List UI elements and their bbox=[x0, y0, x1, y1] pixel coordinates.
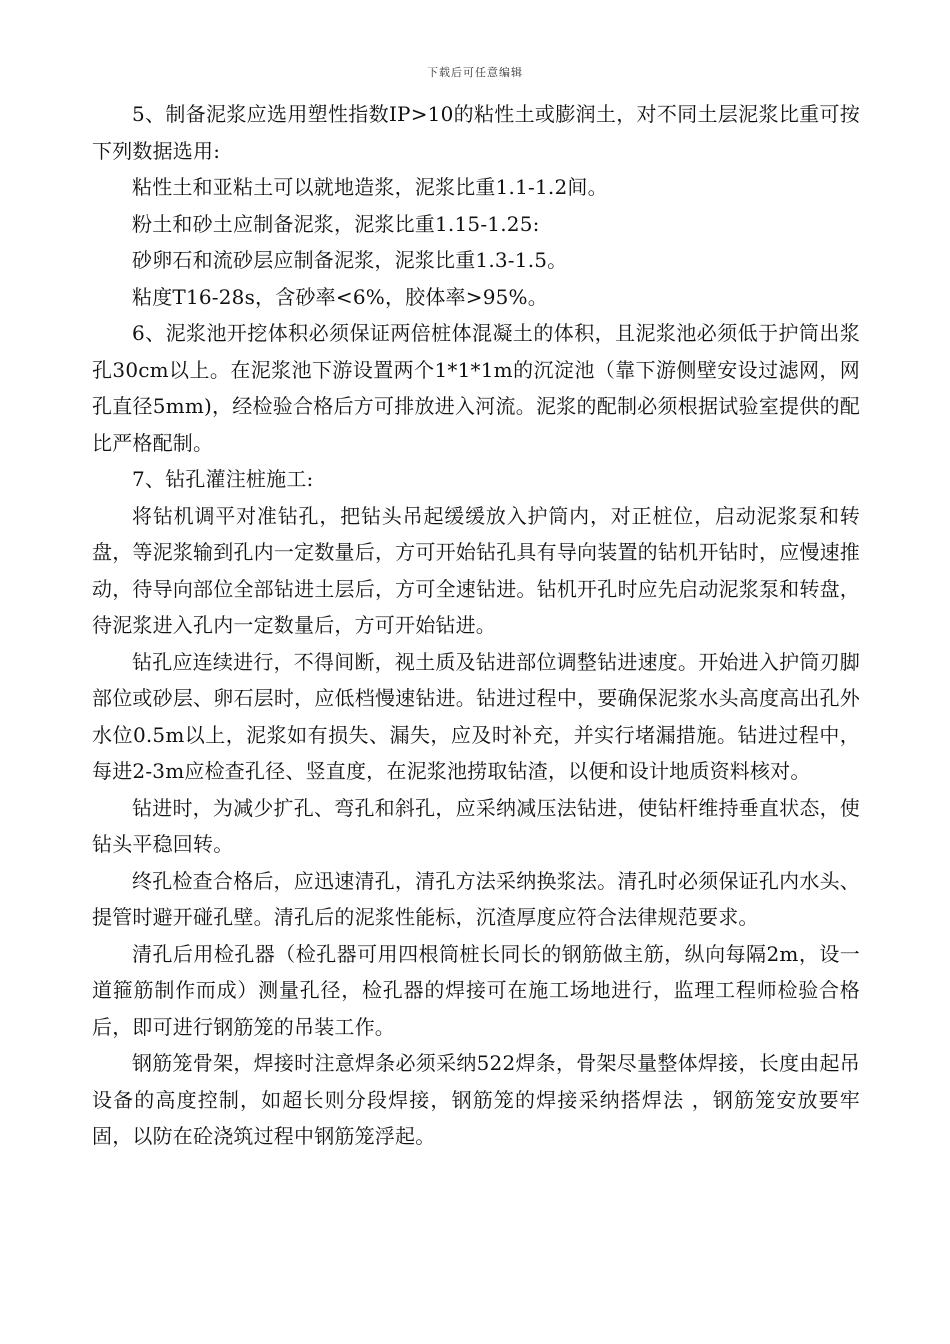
paragraph-hole-cleaning: 终孔检查合格后，应迅速清孔，清孔方法采纳换浆法。清孔时必须保证孔内水头、提管时避开碰孔壁。清孔后的泥浆性能标，沉渣厚度应符合法律规范要求。 bbox=[92, 868, 860, 929]
paragraph-rebar-cage: 钢筋笼骨架，焊接时注意焊条必须采纳522焊条，骨架尽量整体焊接，长度由起吊设备的高度控制，如超长则分段焊接，钢筋笼的焊接采纳搭焊法 ，钢筋笼安放要牢固，以防在砼浇筑过程中钢筋笼浮起。 bbox=[92, 1051, 860, 1148]
paragraph-hole-inspection: 清孔后用检孔器（检孔器可用四根筒桩长同长的钢筋做主筋，纵向每隔2m，设一道箍筋制作而成）测量孔径，检孔器的焊接可在施工场地进行，监理工程师检验合格后，即可进行钢筋笼的吊装工作。 bbox=[92, 941, 860, 1039]
paragraph-mud-pit: 6、泥浆池开挖体积必须保证两倍桩体混凝土的体积，且泥浆池必须低于护筒出浆孔30cm以上。在泥浆池下游设置两个1*1*1m的沉淀池（靠下游侧壁安设过滤网，网孔直径5mm)，经检验合格后方可排放进入河流。泥浆的配制必须根据试验室提供的配比严格配制。 bbox=[92, 321, 860, 455]
paragraph-drill-setup: 将钻机调平对准钻孔，把钻头吊起缓缓放入护筒内，对正桩位，启动泥浆泵和转盘，等泥浆输到孔内一定数量后，方可开始钻孔具有导向装置的钻机开钻时，应慢速推动，待导向部位全部钻进土层后，方可全速钻进。钻机开孔时应先启动泥浆泵和转盘，待泥浆进入孔内一定数量后，方可开始钻进。 bbox=[92, 503, 860, 637]
paragraph-clay-density: 粘性土和亚粘土可以就地造浆，泥浆比重1.1-1.2间。 bbox=[132, 175, 608, 199]
paragraph-gravel-density: 砂卵石和流砂层应制备泥浆，泥浆比重1.3-1.5。 bbox=[132, 248, 568, 272]
paragraph-viscosity: 粘度T16-28s，含砂率<6%，胶体率>95%。 bbox=[132, 284, 548, 309]
paragraph-section-heading: 7、钻孔灌注桩施工: bbox=[132, 467, 314, 491]
page-header: 下载后可任意编辑 bbox=[427, 66, 523, 79]
paragraph-reduce-reaming: 钻进时，为减少扩孔、弯孔和斜孔，应采纳减压法钻进，使钻杆维持垂直状态，使钻头平稳回转。 bbox=[92, 795, 860, 856]
paragraph-silt-density: 粉土和砂土应制备泥浆，泥浆比重1.15-1.25: bbox=[132, 211, 540, 236]
document-body bbox=[92, 96, 860, 1155]
paragraph-continuous-drilling: 钻孔应连续进行，不得间断，视土质及钻进部位调整钻进速度。开始进入护筒刃脚部位或砂层、卵石层时，应低档慢速钻进。钻进过程中，要确保泥浆水头高度高出孔外水位0.5m以上，泥浆如有损失、漏失，应及时补充，并实行堵漏措施。钻进过程中，每进2-3m应检查孔径、竖直度，在泥浆池捞取钻渣，以便和设计地质资料核对。 bbox=[92, 649, 860, 783]
paragraph-mud-preparation: 5、制备泥浆应选用塑性指数IP>10的粘性土或膨润土，对不同土层泥浆比重可按下列数据选用: bbox=[92, 102, 860, 163]
